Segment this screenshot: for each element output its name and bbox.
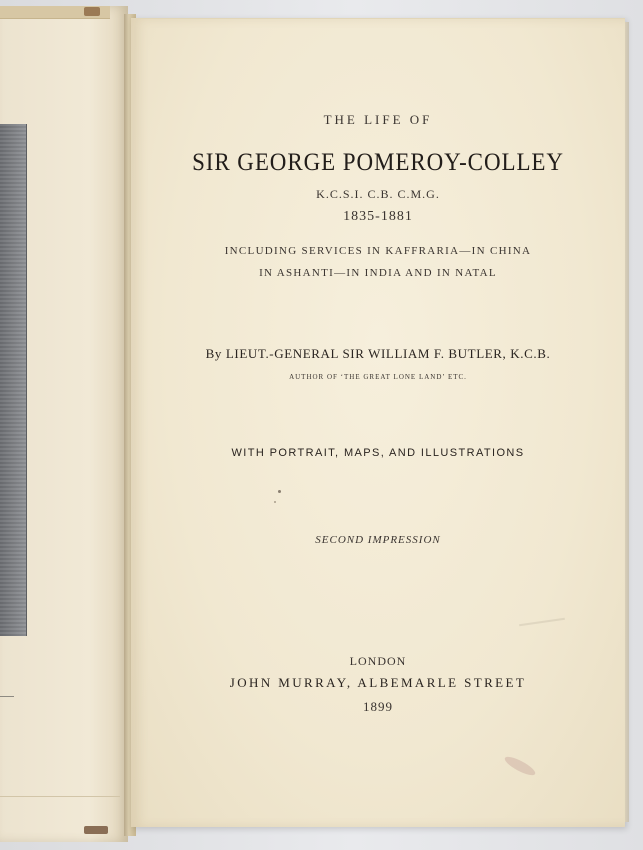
author-note: AUTHOR OF ‘THE GREAT LONE LAND’ ETC. — [289, 373, 467, 381]
illustrations-note: WITH PORTRAIT, MAPS, AND ILLUSTRATIONS — [231, 447, 525, 459]
life-years: 1835-1881 — [343, 209, 413, 224]
paper-smudge — [503, 754, 538, 779]
impression-note: SECOND IMPRESSION — [315, 534, 441, 546]
plate-mark — [0, 696, 14, 697]
left-page-top-edge — [0, 6, 110, 19]
left-page-bottom-edge — [0, 796, 120, 797]
spine-bottom — [84, 826, 108, 834]
subject-name: SIR GEORGE POMEROY-COLLEY — [192, 149, 564, 176]
publisher: JOHN MURRAY, ALBEMARLE STREET — [229, 675, 527, 690]
publication-year: 1899 — [363, 699, 393, 714]
paper-crease — [519, 618, 565, 626]
paper-speck — [274, 501, 276, 503]
author-line: By LIEUT.-GENERAL SIR WILLIAM F. BUTLER, K.C.B. — [205, 346, 551, 361]
honours: K.C.S.I. C.B. C.M.G. — [316, 187, 440, 201]
title-page-content — [131, 19, 625, 827]
left-facing-page — [0, 6, 128, 842]
title-page — [131, 18, 625, 827]
title-prefix: THE LIFE OF — [323, 112, 433, 127]
services-line-1: INCLUDING SERVICES IN KAFFRARIA—IN CHINA — [224, 245, 532, 257]
paper-speck — [278, 490, 281, 493]
publication-place: LONDON — [349, 654, 407, 668]
services-line-2: IN ASHANTI—IN INDIA AND IN NATAL — [259, 267, 497, 279]
frontispiece-portrait-plate — [0, 124, 27, 636]
page-fore-edge — [625, 22, 629, 822]
